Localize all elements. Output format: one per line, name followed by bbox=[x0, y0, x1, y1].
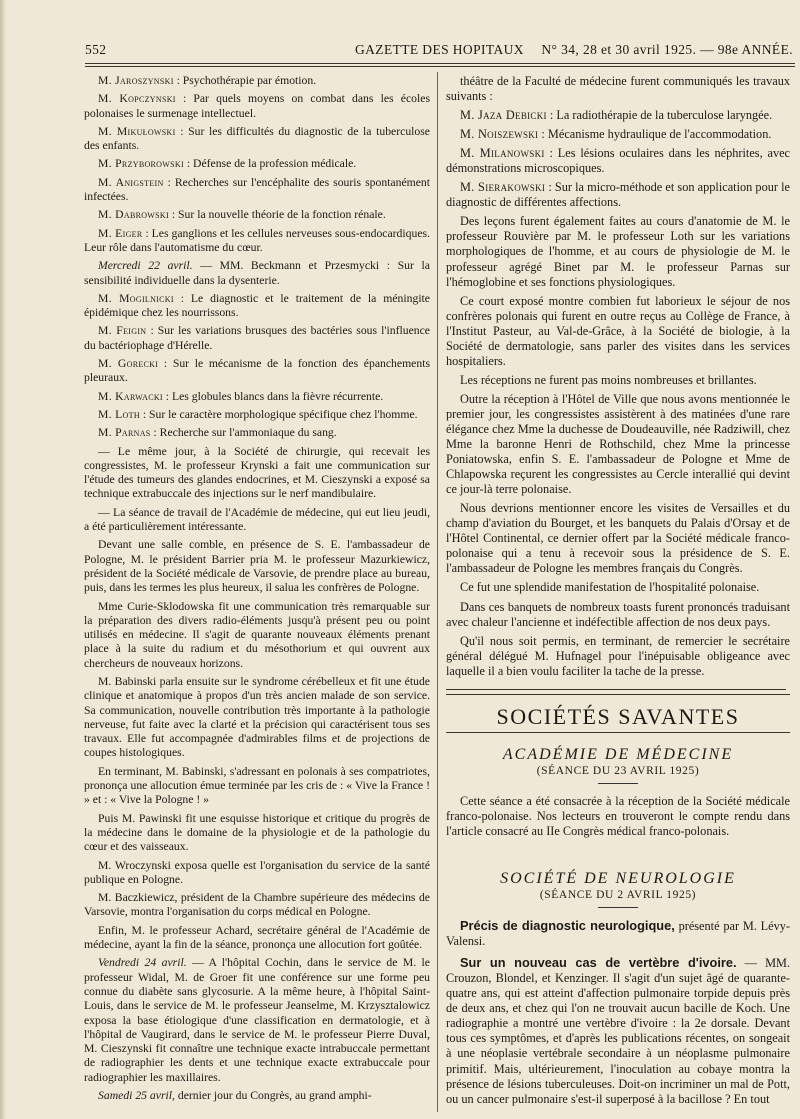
paragraph-text: Ce court exposé montre combien fut laborieux le séjour de nos confrères polonais qui furent en outre reçus au Collège de France, à l'Institut Pasteur, au Val-de-Grâce, à la Société de biologie, à la Société de dermatologie, sans parler des visites dans les services hospitaliers. bbox=[446, 293, 790, 368]
paragraph bbox=[446, 373, 790, 388]
paragraph-text: — Le même jour, à la Société de chirurgie, qui recevait les congressistes, M. le professeur Krynski a fait une communication sur l'étude des tumeurs des glandes endocrines, et M. Cieszynski a exposé sa technique extrabuccale des injections sur le nerf mandibulaire. bbox=[84, 444, 430, 501]
author-name: M. Parnas bbox=[98, 426, 151, 440]
right-column-text bbox=[446, 74, 790, 679]
paragraph bbox=[84, 859, 430, 888]
academie-session: (SÉANCE DU 23 AVRIL 1925) bbox=[536, 764, 700, 777]
societes-heading: SOCIÉTÉS SAVANTES bbox=[496, 703, 740, 729]
paragraph-text: Puis M. Pawinski fit une esquisse historique et critique du progrès de la médecine dans le domaine de la physiologie et de la pathologie du cœur et des vaisseaux. bbox=[84, 811, 430, 854]
academie-text: Cette séance a été consacrée à la réception de la Société médicale franco-polonaise. Nos lecteurs en trouveront le compte rendu dans l'article consacré au IIe Congrès médical franco-polonais. bbox=[446, 793, 790, 838]
neurologie-item-2-text: — MM. Crouzon, Blondel, et Kenzinger. Il s'agit d'un sujet âgé de quarante-quatre ans, qui est atteint d'affection pulmonaire torpide depuis près de deux ans, et chez qui l'on ne trouvait aucun bacille de Koch. Une radiographie a montré une vertèbre d'ivoire : la 2e dorsale. Devant tous ces symptômes, et d'après les publications récentes, on songeait à une néoplasie vertébrale secondaire à un néoplasme pulmonaire primitif. Mais, ultérieurement, l'inoculation au cobaye montra la présence de lésions tuberculeuses. Doit-on incriminer un mal de Pott, ou un cancer pulmonaire s'est-il superposé à la bacillose ? En tout bbox=[446, 956, 791, 1106]
paragraph bbox=[84, 426, 430, 440]
neurologie-title: SOCIÉTÉ DE NEUROLOGIE bbox=[500, 870, 736, 888]
paragraph bbox=[84, 408, 430, 422]
paragraph-text: : Les globules blancs dans la fièvre récurrente. bbox=[162, 389, 384, 403]
paragraph-text: En terminant, M. Babinski, s'adressant en polonais à ses compatriotes, prononça une allocution émue terminée par les cris de : « Vive la France ! » et : « Vive la Pologne ! » bbox=[84, 764, 430, 807]
paragraph-text: : Sur le mécanisme de la fonction des épanchements pleuraux. bbox=[84, 357, 430, 385]
author-name: M. Noiszewski bbox=[460, 127, 539, 142]
date-lead: Vendredi 24 avril. bbox=[98, 956, 187, 970]
paragraph-text: : Sur le caractère morphologique spécifique chez l'homme. bbox=[139, 407, 418, 421]
page-number: 552 bbox=[85, 42, 107, 57]
paragraph-text: : Sur la micro-méthode et son application pour le diagnostic de différentes affections. bbox=[446, 180, 790, 210]
paragraph bbox=[446, 127, 790, 142]
paragraph-text: Les réceptions ne furent pas moins nombreuses et brillantes. bbox=[460, 372, 757, 387]
paragraph bbox=[84, 259, 430, 288]
academie-title: ACADÉMIE DE MÉDECINE bbox=[502, 745, 734, 763]
author-name: M. Mogilnicki bbox=[98, 291, 174, 305]
paragraph-text: — MM. Beckmann et Przesmycki : Sur la sensibilité individuelle dans la dysenterie. bbox=[84, 259, 430, 287]
paragraph-text: M. Wroczynski exposa quelle est l'organisation du service de la santé publique en Pologne. bbox=[84, 858, 430, 886]
paragraph bbox=[84, 324, 430, 353]
neurologie-session: (SÉANCE DU 2 AVRIL 1925) bbox=[539, 889, 697, 902]
journal-title: GAZETTE DES HOPITAUX bbox=[355, 42, 524, 57]
paragraph-text: : La radiothérapie de la tuberculose laryngée. bbox=[546, 108, 773, 123]
paragraph-text: Mme Curie-Sklodowska fit une communication très remarquable sur la préparation des divers radio-éléments jusqu'à présent peu ou point utilisés en médecine. Il s'agit de quarante nouveaux éléments prenant place à la suite du radium et du mésothorium et qui ouvrent aux chercheurs de nouveaux horizons. bbox=[84, 599, 430, 670]
academie-rule bbox=[598, 783, 638, 784]
header-rule bbox=[85, 63, 795, 64]
paragraph-text: Dans ces banquets de nombreux toasts furent prononcés traduisant avec chaleur l'ancienne et indéfectible affection de nos deux pays. bbox=[446, 599, 790, 629]
section-rule-top-second bbox=[446, 694, 790, 695]
paragraph bbox=[446, 214, 790, 289]
paragraph bbox=[84, 600, 430, 671]
paragraph bbox=[84, 74, 430, 88]
paragraph bbox=[446, 74, 790, 104]
paragraph-text: M. Baczkiewicz, président de la Chambre supérieure des médecins de Varsovie, montra l'organisation du corps médical en Pologne. bbox=[84, 891, 430, 919]
paragraph bbox=[446, 108, 790, 123]
author-name: M. Loth bbox=[98, 407, 140, 421]
paragraph bbox=[84, 765, 430, 808]
author-name: M. Kopczynski bbox=[98, 92, 176, 106]
paragraph-text: : Sur les variations brusques des bactéries sous l'influence du bactériophage d'Hérelle. bbox=[84, 324, 430, 352]
paragraph bbox=[84, 956, 430, 1085]
paragraph bbox=[84, 1089, 430, 1103]
paragraph-text: Des leçons furent également faites au cours d'anatomie de M. le professeur Rouvière par M. le professeur Loth sur les variations morphologiques de l'homme, et au cours de physiologie de M. le professeur agrégé Binet par M. le professeur Parnas sur l'hémoglobine et ses fonctions physiologiques. bbox=[446, 214, 790, 289]
paragraph bbox=[84, 538, 430, 595]
neurologie-item-1 bbox=[446, 918, 790, 949]
author-name: M. Jaroszynski bbox=[98, 74, 174, 87]
paragraph-text: : Les ganglions et les cellules nerveuses sous-endocardiques. Leur rôle dans l'automatisme du cœur. bbox=[84, 226, 430, 254]
paragraph-text: dernier jour du Congrès, au grand amphi- bbox=[174, 1089, 372, 1102]
paragraph-text: — A l'hôpital Cochin, dans le service de M. le professeur Widal, M. de Groer fit une conférence sur une forme peu connue du diabète sans glycosurie. A la même heure, à l'hôpital Saint-Louis, dans le service de M. le professeur Jeanselme, M. Krzysztalowicz exposa la base étiologique d'une classification en dermatologie, et à l'hôpital de Vaugirard, dans le service de M. le professeur Pierre Duval, M. Cieszynski fit connaître une technique exacte intrabuccale permettant de radiographier les dents et une technique exacte extrabuccale pour radiographier les maxillaires. bbox=[84, 956, 430, 1084]
section-rule-top bbox=[446, 689, 786, 690]
paragraph bbox=[446, 146, 790, 176]
author-name: M. Anigstein bbox=[98, 175, 164, 189]
author-name: M. Feigin bbox=[98, 324, 147, 338]
paragraph bbox=[84, 924, 430, 953]
paragraph-text: Outre la réception à l'Hôtel de Ville que nous avons mentionnée le premier jour, les congressistes assistèrent à des matinées d'une rare élégance chez Mme la duchesse de Doudeauville, née Radziwill, chez Mme la baronne Henri de Rothschild, chez Mme la princesse Poniatowska, enfin S. E. l'ambassadeur de Pologne et Mme de Chlapowska reçurent les congressistes au Cercle interallié qui devint ce jour-là terre polonaise. bbox=[446, 391, 790, 497]
paragraph bbox=[84, 157, 430, 171]
neurologie-item-1-text: présenté par M. Lévy-Valensi. bbox=[446, 919, 790, 949]
paragraph-text: — La séance de travail de l'Académie de médecine, qui eut lieu jeudi, a été particulièrement intéressante. bbox=[84, 505, 430, 534]
paragraph bbox=[446, 501, 790, 576]
page-spine-shadow bbox=[0, 0, 6, 1119]
paragraph bbox=[84, 92, 430, 121]
paragraph-text: Qu'il nous soit permis, en terminant, de remercier le secrétaire général délégué M. Hufnagel pour l'inépuisable obligeance avec laquelle il a bien voulu faciliter la tache de la presse. bbox=[446, 633, 790, 678]
paragraph bbox=[446, 392, 790, 497]
paragraph bbox=[84, 390, 430, 404]
paragraph bbox=[84, 506, 430, 535]
paragraph bbox=[84, 812, 430, 855]
paragraph bbox=[446, 580, 790, 595]
paragraph bbox=[84, 292, 430, 321]
author-name: M. Milanowski bbox=[460, 146, 545, 161]
author-name: M. Eiger bbox=[98, 226, 143, 240]
author-name: M. Karwacki bbox=[98, 389, 163, 403]
paragraph-text: Ce fut une splendide manifestation de l'hospitalité polonaise. bbox=[460, 580, 760, 595]
author-name: M. Przyborowski bbox=[98, 157, 184, 171]
neurologie-rule bbox=[598, 907, 638, 908]
neurologie-item-1-title: Précis de diagnostic neurologique, bbox=[460, 918, 675, 934]
paragraph bbox=[84, 125, 430, 154]
paragraph bbox=[446, 634, 790, 679]
paragraph-text: : Par quels moyens on combat dans les écoles polonaises le surmenage intellectuel. bbox=[84, 92, 430, 120]
author-name: M. Gorecki bbox=[98, 357, 159, 371]
paragraph-text: Enfin, M. le professeur Achard, secrétaire général de l'Académie de médecine, ayant la fin de la séance, prononça une allocution fort goûtée. bbox=[84, 923, 430, 952]
section-rule-bottom bbox=[446, 732, 790, 733]
paragraph bbox=[84, 445, 430, 502]
paragraph-text: : Les lésions oculaires dans les néphrites, avec démonstrations microscopiques. bbox=[446, 146, 791, 176]
paragraph-text: : Défense de la profession médicale. bbox=[183, 157, 357, 171]
paragraph bbox=[84, 675, 430, 761]
author-name: M. Dabrowski bbox=[98, 208, 169, 222]
paragraph-text: : Sur la nouvelle théorie de la fonction rénale. bbox=[168, 208, 386, 222]
page-header bbox=[85, 38, 793, 62]
paragraph bbox=[84, 176, 430, 205]
left-column bbox=[84, 74, 430, 1107]
paragraph bbox=[446, 600, 790, 630]
paragraph bbox=[84, 357, 430, 386]
paragraph-text: : Le diagnostic et le traitement de la méningite épidémique chez les nourrissons. bbox=[84, 291, 430, 320]
paragraph bbox=[446, 180, 790, 210]
date-lead: Mercredi 22 avril. bbox=[98, 259, 193, 273]
paragraph-text: théâtre de la Faculté de médecine furent communiqués les travaux suivants : bbox=[446, 74, 790, 104]
header-rule-second bbox=[85, 66, 795, 67]
paragraph-text: : Psychothérapie par émotion. bbox=[173, 74, 317, 87]
paragraph-text: : Mécanisme hydraulique de l'accommodation. bbox=[538, 127, 772, 142]
neurologie-item-2-title: Sur un nouveau cas de vertèbre d'ivoire. bbox=[460, 955, 737, 971]
paragraph bbox=[84, 891, 430, 920]
issue-info: N° 34, 28 et 30 avril 1925. — 98e ANNÉE. bbox=[541, 42, 793, 57]
right-column bbox=[446, 74, 790, 1111]
date-lead: Samedi 25 avril, bbox=[98, 1089, 175, 1102]
author-name: M. Mikułowski bbox=[98, 124, 176, 138]
paragraph-text: : Sur les difficultés du diagnostic de la tuberculose des enfants. bbox=[84, 124, 430, 153]
paragraph-text: : Recherches sur l'encéphalite des souris spontanément infectées. bbox=[84, 175, 431, 204]
paragraph bbox=[84, 227, 430, 256]
column-divider bbox=[437, 72, 438, 1112]
paragraph bbox=[84, 208, 430, 222]
paragraph-text: : Recherche sur l'ammoniaque du sang. bbox=[150, 426, 337, 440]
paragraph-text: Devant une salle comble, en présence de S. E. l'ambassadeur de Pologne, M. le président Barrier pria M. le professeur Mazurkiewicz, président de la Société médicale de Varsovie, de prendre place au bureau, puis, dans les termes les plus heureux, il salua les confrères de Pologne. bbox=[84, 538, 430, 595]
author-name: M. Sierakowski bbox=[460, 180, 546, 195]
paragraph bbox=[446, 294, 790, 369]
neurologie-item-2 bbox=[446, 955, 790, 1106]
paragraph-text: Nous devrions mentionner encore les visites de Versailles et du champ d'aviation du Bourget, et les banquets du Palais d'Orsay et de l'Hôtel Continental, ce dernier offert par la Société médicale franco-polonaise qui a tenu à recevoir sous la présidence de S. E. l'ambassadeur de Pologne les membres français du Congrès. bbox=[446, 501, 790, 576]
paragraph-text: M. Babinski parla ensuite sur le syndrome cérébelleux et fit une étude clinique et anatomique à propos d'un très ancien malade de son service. Sa communication, nouvelle contribution très importante à la pathologie nerveuse, fut faite avec la clarté et la précision qui caractérisent tous ses travaux. Elle fut accompagnée d'admirables films et de projections de coupes histologiques. bbox=[84, 674, 430, 760]
author-name: M. Jaza Debicki bbox=[460, 108, 547, 123]
